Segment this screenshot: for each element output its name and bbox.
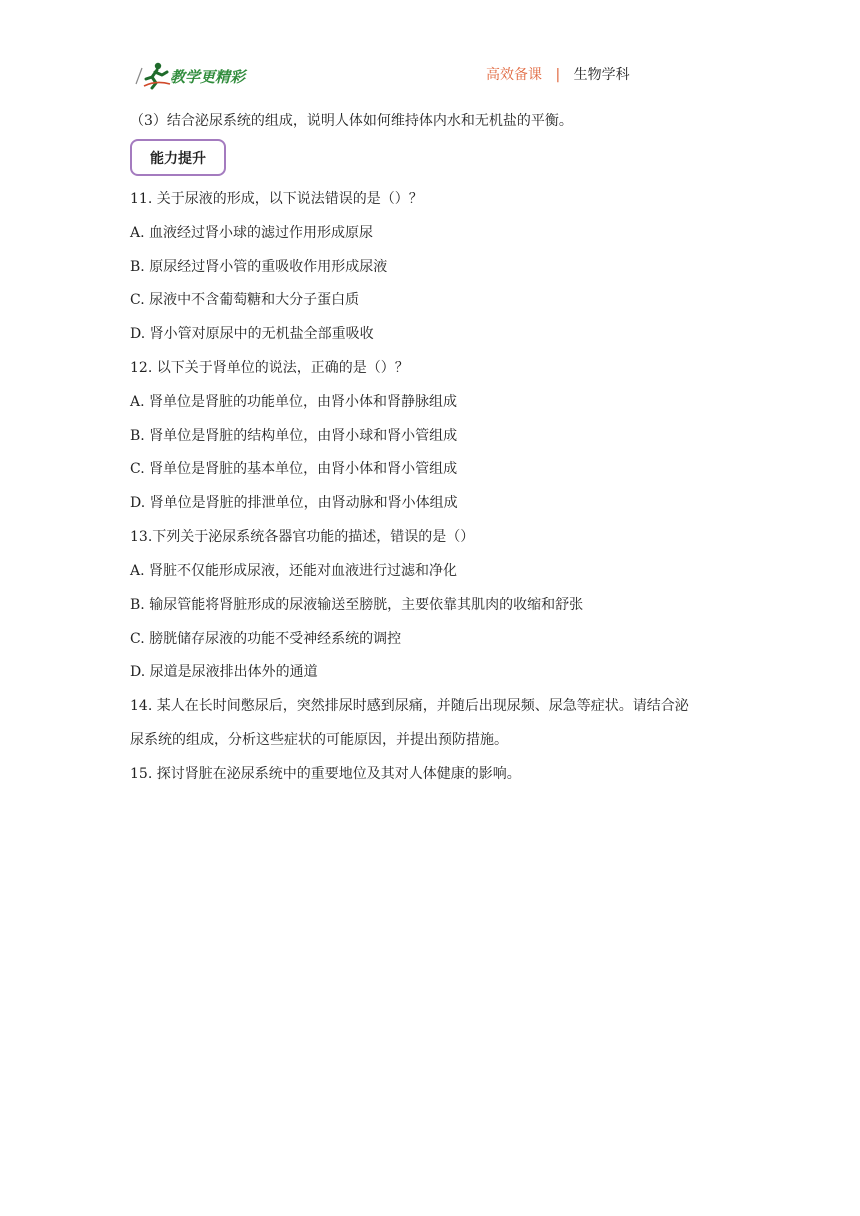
question-14-line-2: 尿系统的组成，分析这些症状的可能原因，并提出预防措施。 — [130, 732, 508, 748]
page-header — [130, 58, 730, 92]
question-11: 11. 关于尿液的形成，以下说法错误的是（）？ — [130, 191, 423, 207]
question-11-option-b: B. 原尿经过肾小管的重吸收作用形成尿液 — [130, 259, 388, 275]
header-separator: | — [555, 67, 561, 83]
question-13-option-c: C. 膀胱储存尿液的功能不受神经系统的调控 — [130, 631, 402, 647]
question-13-option-b: B. 输尿管能将肾脏形成的尿液输送至膀胱，主要依靠其肌肉的收缩和舒张 — [130, 597, 584, 613]
runner-logo-icon — [134, 60, 174, 90]
question-13-option-a: A. 肾脏不仅能形成尿液，还能对血液进行过滤和净化 — [130, 563, 458, 579]
header-right — [486, 64, 630, 84]
intro-question: （3）结合泌尿系统的组成，说明人体如何维持体内水和无机盐的平衡。 — [130, 113, 573, 129]
question-11-option-c: C. 尿液中不含葡萄糖和大分子蛋白质 — [130, 292, 360, 308]
question-13-option-d: D. 尿道是尿液排出体外的通道 — [130, 664, 318, 680]
header-brand: 高效备课 — [486, 67, 542, 83]
question-15: 15. 探讨肾脏在泌尿系统中的重要地位及其对人体健康的影响。 — [130, 766, 521, 782]
question-12-option-b: B. 肾单位是肾脏的结构单位，由肾小球和肾小管组成 — [130, 428, 458, 444]
question-12-option-d: D. 肾单位是肾脏的排泄单位，由肾动脉和肾小体组成 — [130, 495, 458, 511]
logo-text: 教学更精彩 — [170, 68, 246, 86]
question-12: 12. 以下关于肾单位的说法，正确的是（）？ — [130, 360, 409, 376]
question-13: 13.下列关于泌尿系统各器官功能的描述，错误的是（） — [130, 529, 475, 545]
question-11-option-d: D. 肾小管对原尿中的无机盐全部重吸收 — [130, 326, 374, 342]
header-subject: 生物学科 — [573, 67, 630, 83]
question-14-line-1: 14. 某人在长时间憋尿后，突然排尿时感到尿痛，并随后出现尿频、尿急等症状。请结合泌 — [130, 698, 689, 714]
question-12-option-a: A. 肾单位是肾脏的功能单位，由肾小体和肾静脉组成 — [130, 394, 458, 410]
logo — [134, 60, 264, 90]
question-11-option-a: A. 血液经过肾小球的滤过作用形成原尿 — [130, 225, 374, 241]
section-badge: 能力提升 — [130, 139, 226, 176]
question-12-option-c: C. 肾单位是肾脏的基本单位，由肾小体和肾小管组成 — [130, 461, 458, 477]
